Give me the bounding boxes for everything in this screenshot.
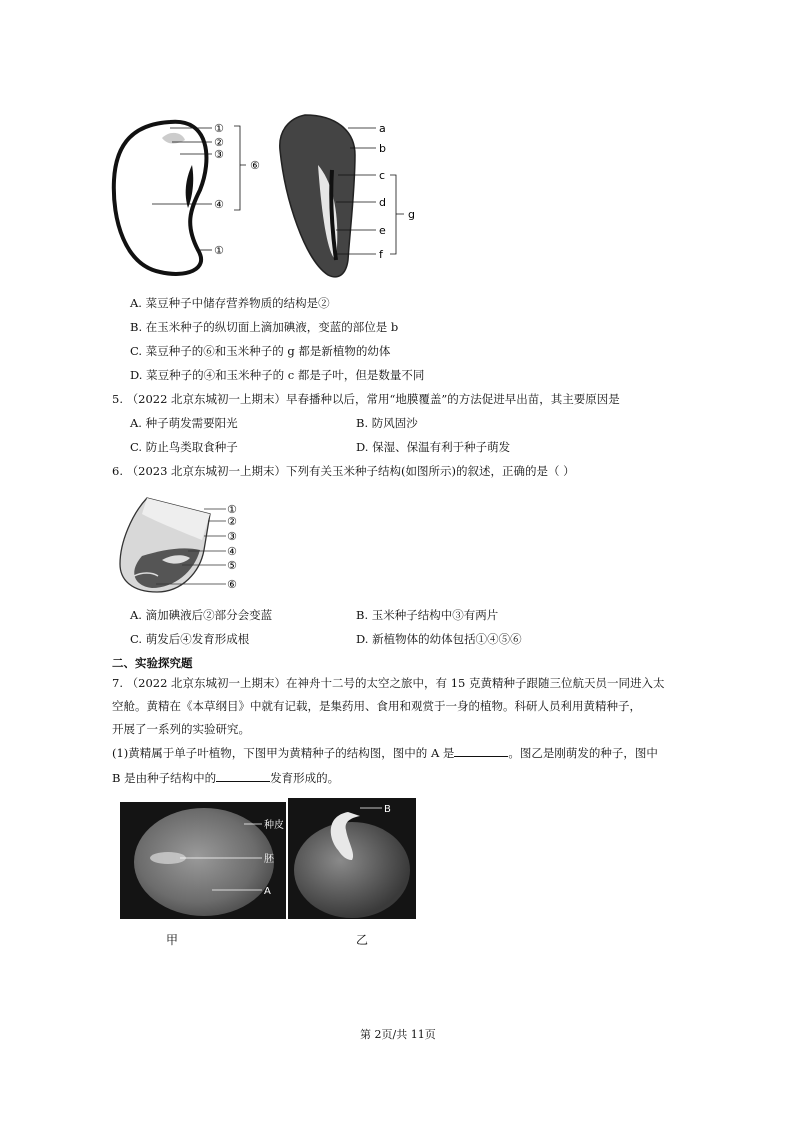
answer-blank-a[interactable] [454,746,508,757]
q5-option-b: B. 防风固沙 [356,416,418,430]
corn-label-g: g [408,208,415,221]
q7-sub1-line-2 [112,771,339,785]
q4-option-d: D. 菜豆种子的④和玉米种子的 c 都是子叶，但是数量不同 [130,368,425,382]
seed-diagrams-figure [100,110,440,285]
corn-label-c: c [379,169,386,182]
answer-blank-b[interactable] [216,771,270,782]
corn-seed-drawing [280,115,355,277]
page-number: 第 2页/共 11页 [360,1028,436,1041]
bean-label-3: ③ [214,148,224,161]
caption-jia: 甲 [166,933,179,947]
q7-stem-line-3: 开展了一系列的实验研究。 [112,722,250,736]
bean-label-6: ⑥ [250,159,260,172]
corn-label-f: f [379,248,383,261]
photo-label-a: A [264,886,271,897]
q6-option-d: D. 新植物体的幼体包括①④⑤⑥ [356,632,522,646]
section-title: 二、实验探究题 [112,656,193,670]
q5-option-a: A. 种子萌发需要阳光 [130,416,238,430]
kernel-label-1: ① [227,503,237,516]
q5-stem: 5. （2022 北京东城初一上期末）早春播种以后，常用“地膜覆盖”的方法促进早出苗，其主要原因是 [112,392,620,406]
corn-label-e: e [379,224,386,237]
q6-stem: 6. （2023 北京东城初一上期末）下列有关玉米种子结构(如图所示)的叙述，正确的是（ ） [112,464,575,478]
q7-sub1-text-d: 发育形成的。 [270,771,340,785]
photo-label-b: B [384,804,391,815]
bean-label-1b: ① [214,244,224,257]
q7-sub1-text-c: B 是由种子结构中的 [112,771,217,785]
bean-label-2: ② [214,136,224,149]
q7-sub1-text-a: (1)黄精属于单子叶植物，下图甲为黄精种子的结构图，图中的 A 是 [112,746,455,760]
q7-sub1-line-1 [112,746,658,760]
kernel-label-2: ② [227,515,237,528]
q7-sub1-text-b: 。图乙是刚萌发的种子，图中 [508,746,658,760]
kernel-label-4: ④ [227,545,237,558]
q5-option-c: C. 防止鸟类取食种子 [130,440,238,454]
q6-option-a: A. 滴加碘液后②部分会变蓝 [130,608,273,622]
corn-kernel-figure [112,492,248,598]
q4-option-b: B. 在玉米种子的纵切面上滴加碘液，变蓝的部位是 b [130,320,399,334]
photo-label-embryo: 胚 [264,854,274,865]
photo-label-seed-coat: 种皮 [264,820,284,831]
kernel-label-6: ⑥ [227,578,237,591]
corn-label-b: b [379,142,386,155]
seed-photos-figure [120,798,416,920]
caption-yi: 乙 [356,933,369,947]
q5-option-d: D. 保湿、保温有利于种子萌发 [356,440,511,454]
q4-option-a: A. 菜豆种子中储存营养物质的结构是② [130,296,330,310]
bean-label-1: ① [214,122,224,135]
corn-label-d: d [379,196,386,209]
bean-label-4: ④ [214,198,224,211]
kernel-label-5: ⑤ [227,559,237,572]
corn-label-a: a [379,122,386,135]
q7-stem-line-1: 7. （2022 北京东城初一上期末）在神舟十二号的太空之旅中，有 15 克黄精种子跟随三位航天员一同进入太 [112,676,665,690]
q4-option-c: C. 菜豆种子的⑥和玉米种子的 g 都是新植物的幼体 [130,344,391,358]
kernel-label-3: ③ [227,530,237,543]
q6-option-b: B. 玉米种子结构中③有两片 [356,608,499,622]
seed-yi-drawing [294,822,410,918]
q7-stem-line-2: 空舱。黄精在《本草纲目》中就有记载，是集药用、食用和观赏于一身的植物。科研人员利用黄精种子， [112,699,641,713]
q6-option-c: C. 萌发后④发育形成根 [130,632,250,646]
bean-seed-drawing [114,122,207,274]
